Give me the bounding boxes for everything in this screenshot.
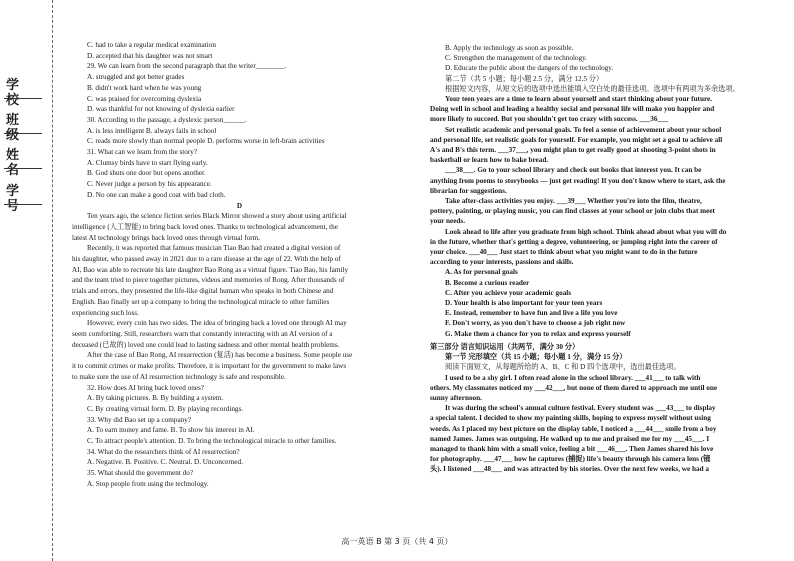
passage-line: Your teen years are a time to learn about yourself and start thinking about your future. (445, 95, 712, 104)
class-line (4, 133, 42, 134)
option-line: F. Don't worry, as you don't have to choose a job right now (445, 319, 626, 328)
passage-line: in the future, whether that's getting a degree, volunteering, or jumping right into the career of (430, 237, 718, 246)
page-footer: 高一英语 B 第 3 页（共 4 页） (341, 537, 453, 546)
option-line: C. Never judge a person by his appearance. (87, 180, 212, 189)
student-id-label: 学 号 (6, 184, 27, 214)
passage-line: sunny afternoon. (430, 393, 482, 402)
student-id-line (4, 204, 42, 205)
option-line: D. Your health is also important for your teen years (445, 299, 603, 308)
option-line: A. Clumsy birds have to start flying early. (87, 158, 208, 167)
passage-line: I used to be a shy girl. I often read alone in the school library. ___41___ to talk with (445, 373, 701, 382)
option-line: A. is less intelligent B. always fails in school (87, 126, 217, 135)
option-line: D. Educate the public about the dangers of the technology. (445, 64, 614, 73)
instruction: 阅读下面短文，从每题所给的 A、B、C 和 D 四个选项中，选出最佳选项。 (445, 363, 681, 372)
option-line: C. reads more slowly than normal people D. performs worse in left-brain activities (87, 137, 325, 146)
option-line: G. Make them a chance for you to relax and express yourself (445, 329, 631, 338)
passage-line: Ten years ago, the science fiction series Black Mirror showed a story about using artificial (87, 212, 347, 221)
name-line (4, 168, 42, 169)
option-line: C. had to take a regular medical examination (87, 41, 216, 49)
passage-line: his daughter, who passed away in 2021 due to a rare disease at the age of 22. With the help of (72, 255, 341, 264)
option-line: A. By taking pictures. B. By building a system. (87, 394, 224, 403)
passage-line: words. As I placed my best picture on the display table, I noticed a ___44___ smile from a boy (430, 424, 717, 433)
passage-line: according to your interests, passions and skills. (430, 258, 574, 267)
option-line: B. Become a curious reader (445, 278, 530, 287)
passage-line: It was during the school's annual culture festival. Every student was ___43___ to display (445, 404, 716, 413)
question-34: 34. What do the researchers think of AI resurrection? (87, 447, 240, 456)
passage-line: deceased (已故的) loved one could lead to lasting sadness and other mental health problems. (72, 340, 340, 349)
passage-line: your needs. (430, 217, 466, 226)
passage-line: intelligence (人工智能) to bring back loved ones. Thanks to technological advancement, the (72, 222, 338, 231)
passage-line: managed to thank him with a small voice, feeling a bit ___46___. Then James shared his love (430, 444, 714, 453)
passage-line: a special talent. I decided to show my painting skills, hoping to express myself without using (430, 414, 711, 423)
left-column (72, 40, 407, 490)
question-31: 31. What can we learn from the story? (87, 148, 198, 157)
school-label: 学 校 (6, 78, 27, 108)
passage-line: librarian for suggestions. (430, 186, 507, 195)
passage-line: it to commit crimes or make profits. Therefore, it is important for the government to make laws (72, 362, 347, 371)
option-line: B. Apply the technology as soon as possible. (445, 44, 574, 52)
option-line: C. To attract people's attention. D. To bring the technological miracle to other families. (87, 437, 337, 446)
question-33: 33. Why did Bao set up a company? (87, 415, 192, 424)
question-30: 30. According to the passage, a dyslexic person______. (87, 115, 247, 124)
passage-d-heading: D (236, 201, 243, 210)
passage-line: Look ahead to life after you graduate from high school. Think ahead about what you will do (445, 227, 727, 236)
option-line: D. was thankful for not knowing of dyslexia earlier (87, 105, 235, 114)
option-line: B. God shuts one door but opens another. (87, 169, 206, 178)
option-line: C. Strengthen the management of the technology. (445, 54, 588, 63)
passage-line: However, every coin has two sides. The idea of bringing back a loved one through AI may (87, 319, 347, 328)
passage-line: and the team tried to piece together pictures, videos and memories of Rong. After thousands of (72, 276, 345, 285)
passage-line: 头). I listened ___48___ and was attracted by his stories. Over the next few weeks, we had a (430, 465, 709, 474)
passage-line: named James. James was outgoing. He walked up to me and praised me for my ___45___. I (430, 434, 710, 443)
option-line: C. By creating virtual form. D. By playing recordings. (87, 404, 244, 413)
binding-margin (0, 0, 53, 561)
option-line: A. As for personal goals (445, 268, 518, 277)
passage-line: seem comforting. Still, researchers warn that constantly interacting with an AI version of a (72, 329, 333, 338)
passage-line: AI, Bao was able to recreate his late daughter Bao Rong as a virtual figure. Tiao Bao, his family (72, 265, 349, 274)
passage-line: Set realistic academic and personal goals. To feel a sense of achievement about your school (445, 125, 722, 134)
passage-line: English. Bao finally set up a company to bring the technological miracle to other families (72, 297, 330, 306)
section-heading: 第一节 完形填空（共 15 小题；每小题 1 分，满分 15 分） (445, 353, 627, 362)
passage-line: more likely to succeed. But you shouldn't get too crazy with success. ___36___ (430, 115, 669, 124)
option-line: B. didn't work hard when he was young (87, 83, 202, 92)
passage-line: latest AI technology brings back loved ones through virtual form. (72, 233, 261, 242)
question-32: 32. How does AI bring back loved ones? (87, 383, 204, 392)
option-line: C. After you achieve your academic goals (445, 288, 572, 297)
passage-line: Take after-class activities you enjoy. ___39___ Whether you're into the film, theatre, (445, 197, 702, 206)
option-line: A. To earn money and fame. B. To show his interest in AI. (87, 426, 255, 435)
class-label: 班 级 (6, 113, 27, 143)
passage-line: experiencing such loss. (72, 308, 139, 317)
passage-line: and personal life, set realistic goals for yourself. For example, you might set a goal to achieve all (430, 135, 723, 144)
passage-line: After the case of Bao Rong, AI resurrection (复活) has become a business. Some people use (87, 351, 353, 360)
passage-line: your choice. ___40___ Just start to think about what you might want to do in the future (430, 248, 698, 257)
option-line: E. Instead, remember to have fun and live a life you love (445, 309, 618, 318)
passage-line: others. My classmates noticed my ___42___, but none of them dared to approach me until one (430, 383, 718, 392)
passage-line: Doing well in school and leading a healthy social and personal life will make you happier and (430, 105, 715, 114)
option-line: D. accepted that his daughter was not smart (87, 51, 213, 60)
passage-line: anything from poems to storybooks — just get reading! If you don't know where to start, ask the (430, 176, 726, 185)
option-line: A. struggled and got better grades (87, 73, 185, 82)
name-label: 姓 名 (6, 148, 27, 178)
section-heading: 第二节（共 5 小题；每小题 2.5 分，满分 12.5 分） (445, 74, 604, 83)
question-29: 29. We can learn from the second paragraph that the writer________. (87, 62, 287, 71)
option-line: D. No one can make a good coat with bad cloth. (87, 190, 226, 199)
passage-line: basketball or learn how to bake bread. (430, 156, 549, 165)
instruction: 根据短文内容，从短文后的选项中选出能填入空白处的最佳选项。选项中有两项为多余选项。 (445, 84, 740, 93)
passage-line: pottery, painting, or playing music, you can find classes at your school or join clubs that meet (430, 207, 715, 216)
school-line (4, 98, 42, 99)
right-column (430, 43, 775, 475)
part-three-heading: 第三部分 语言知识运用（共两节，满分 30 分） (430, 342, 580, 351)
passage-line: A's and B's this term. ___37___, you might plan to get really good at shooting 3-point shots in (430, 146, 716, 155)
passage-line: for photography. ___47___ how he captures (捕捉) life's beauty through his camera lens (镜 (430, 455, 711, 464)
passage-line: to make sure the use of AI resurrection technology is safe and responsible. (72, 372, 286, 381)
option-line: A. Stop people from using the technology. (87, 479, 209, 488)
option-line: A. Negative. B. Positive. C. Neutral. D. Unconcerned. (87, 458, 243, 467)
option-line: C. was praised for overcoming dyslexia (87, 94, 202, 103)
question-35: 35. What should the government do? (87, 469, 194, 478)
passage-line: trials and errors, they presented the life-like digital human who speaks in both Chinese and (72, 287, 334, 296)
passage-line: ___38___. Go to your school library and check out books that interest you. It can be (445, 166, 702, 175)
passage-line: Recently, it was reported that famous musician Tiao Bao had created a digital version of (87, 244, 341, 253)
